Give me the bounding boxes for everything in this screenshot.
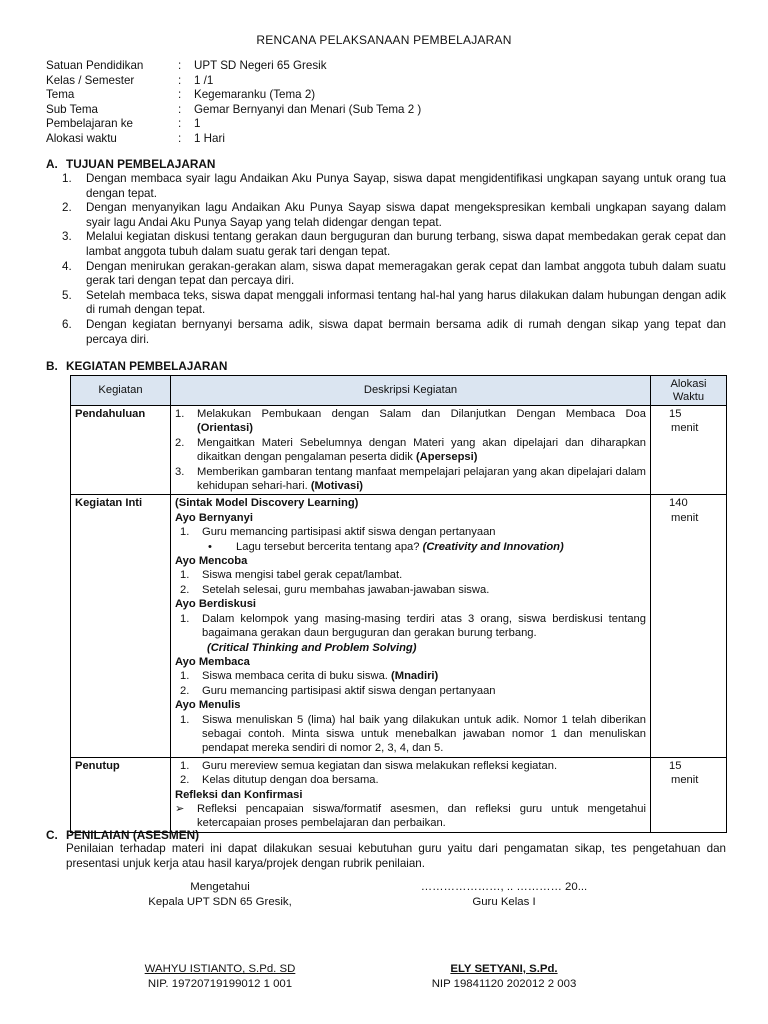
signature-right-name: [384, 962, 624, 991]
item-text: Melakukan Pembukaan dengan Salam dan Dilanjutkan Dengan Membaca Doa: [197, 408, 646, 420]
item-text: Memberikan gambaran tentang manfaat mempelajari pelajaran yang akan dipelajari dalam kehidupan sehari-hari.: [197, 465, 646, 493]
identity-block: [46, 59, 421, 147]
table-row-penutup: [71, 757, 727, 832]
table-row-pendahuluan: [71, 406, 727, 495]
item-number: 2.: [180, 684, 190, 697]
header-alokasi: [651, 376, 727, 406]
row-name: Penutup: [71, 757, 171, 832]
section-a-title: TUJUAN PEMBELAJARAN: [66, 157, 216, 171]
list-item: [62, 289, 726, 318]
time-unit: menit: [671, 774, 699, 787]
row-time: [651, 757, 727, 832]
section-b-heading: [46, 359, 227, 373]
list-item: [175, 465, 646, 494]
row-description: [171, 406, 651, 495]
header-deskripsi: Deskripsi Kegiatan: [171, 376, 651, 406]
subheading-mencoba: Ayo Mencoba: [175, 555, 248, 568]
list-item: [62, 260, 726, 289]
sig-right-nip: NIP 19841120 202012 2 003: [431, 977, 577, 990]
assessment-text: Penilaian terhadap materi ini dapat dilakukan sesuai kebutuhan guru yaitu dari pengamatan sikap, tes pengetahuan dan presentasi unjuk kerja atau hasil karya/projek dengan rubrik penilaian.: [66, 842, 726, 870]
row-description: [171, 495, 651, 757]
item-bold: (Apersepsi): [415, 451, 478, 464]
item-text: Dengan menirukan gerakan-gerakan alam, siswa dapat memeragakan gerak cepat dan lambat anggota tubuh dalam suatu gerak tari dengan tepat dan percaya diri.: [86, 259, 726, 288]
section-c-heading: [46, 828, 199, 842]
item-number: 3.: [175, 465, 185, 478]
identity-colon: :: [178, 102, 182, 116]
identity-row: [46, 117, 421, 132]
identity-label: Sub Tema: [46, 102, 98, 116]
item-text: Guru mereview semua kegiatan dan siswa melakukan refleksi kegiatan.: [202, 759, 558, 772]
item-text: Lagu tersebut bercerita tentang apa?: [236, 540, 420, 553]
item-number: 1.: [180, 670, 190, 683]
identity-colon: :: [178, 117, 182, 131]
item-number: 6.: [62, 317, 72, 331]
item-number: 1.: [180, 713, 190, 726]
row-name: Kegiatan Inti: [71, 495, 171, 757]
item-number: 1.: [62, 172, 72, 185]
item-number: 3.: [62, 230, 72, 244]
identity-colon: :: [178, 73, 182, 87]
list-item: [175, 568, 646, 582]
item-number: 1.: [180, 759, 190, 772]
table-row-inti: [71, 495, 727, 757]
item-text: Setelah membaca teks, siswa dapat menggali informasi tentang hal-hal yang harus dilakukan dalam hubungan dengan adik di rumah dengan tepat.: [86, 288, 726, 317]
identity-value: 1 /1: [194, 73, 214, 87]
item-bold: (Motivasi): [310, 480, 364, 493]
identity-colon: :: [178, 131, 182, 145]
identity-value: Gemar Bernyanyi dan Menari (Sub Tema 2 ): [194, 102, 422, 116]
identity-label: Satuan Pendidikan: [46, 59, 144, 72]
model-label: (Sintak Model Discovery Learning): [175, 497, 359, 510]
subheading-berdiskusi: Ayo Berdiskusi: [175, 598, 257, 611]
section-a-letter: A.: [46, 157, 58, 171]
sig-left-line1: Mengetahui: [190, 881, 250, 893]
identity-value: Kegemaranku (Tema 2): [194, 88, 316, 102]
list-item: [175, 773, 646, 787]
list-item: [175, 583, 646, 597]
header-kegiatan: Kegiatan: [71, 376, 171, 406]
section-c-letter: C.: [46, 828, 58, 842]
time-unit: menit: [671, 511, 699, 524]
time-value: 140: [669, 497, 688, 510]
signature-left-name: [90, 962, 350, 991]
item-number: 1.: [180, 569, 190, 582]
identity-label: Kelas / Semester: [46, 73, 135, 87]
section-a-heading: [46, 157, 215, 171]
list-item: [175, 525, 646, 539]
list-item: [62, 230, 726, 259]
row-description: [171, 757, 651, 832]
item-text: Melalui kegiatan diskusi tentang gerakan daun berguguran dan burung terbang, siswa dapat membedakan gerak cepat dan lambat anggota tubuh dalam suatu gerak tari dengan tepat.: [86, 230, 726, 258]
item-bold: (Mnadiri): [391, 670, 439, 683]
item-text: Guru memancing partisipasi aktif siswa dengan pertanyaan: [202, 684, 496, 697]
signature-right: [384, 880, 624, 909]
identity-value: UPT SD Negeri 65 Gresik: [194, 59, 327, 72]
list-item: [175, 669, 646, 683]
item-text: Siswa menuliskan 5 (lima) hal baik yang dilakukan untuk adik. Nomor 1 telah diberikan sebagai contoh. Minta siswa untuk menebalkan jawaban nomor 1 dan menuliskan pendapat mereka sendiri di nomor 2, 3, 4, dan 5.: [202, 713, 646, 755]
sig-right-name: ELY SETYANI, S.Pd.: [450, 963, 558, 975]
header-alokasi-line1: Alokasi: [670, 377, 707, 390]
list-item: [62, 201, 726, 230]
item-text: Dengan kegiatan bernyanyi bersama adik, siswa dapat bermain bersama adik di rumah dengan sikap yang tepat dan percaya diri.: [86, 317, 726, 346]
sig-right-line2: Guru Kelas I: [472, 895, 536, 908]
time-value: 15: [669, 759, 682, 772]
list-item: [175, 759, 646, 773]
sig-left-name: WAHYU ISTIANTO, S.Pd. SD: [144, 963, 296, 975]
item-number: 2.: [62, 201, 72, 215]
identity-colon: :: [178, 88, 182, 102]
item-text: Guru memancing partisipasi aktif siswa dengan pertanyaan: [202, 526, 496, 539]
section-c-title: PENILAIAN (ASESMEN): [66, 828, 200, 842]
item-text: Mengaitkan Materi Sebelumnya dengan Materi yang akan dipelajari dan diharapkan dikaitkan dengan pengalaman peserta didik: [197, 436, 646, 464]
item-number: 1.: [180, 612, 190, 625]
arrow-icon: ➢: [175, 802, 185, 815]
list-item: [175, 436, 646, 465]
signature-left: [90, 880, 350, 909]
activities-table: [70, 375, 727, 833]
item-bold: (Creativity and Innovation): [422, 540, 564, 553]
item-number: 4.: [62, 259, 72, 273]
bullet-icon: •: [208, 540, 212, 553]
row-time: [651, 495, 727, 757]
sig-left-line2: Kepala UPT SDN 65 Gresik,: [148, 895, 292, 908]
item-text: Dalam kelompok yang masing-masing terdiri atas 3 orang, siswa berdiskusi tentang bagaimana gerakan daun berguguran dan gerakan burung terbang.: [202, 612, 646, 640]
identity-value: 1 Hari: [194, 131, 225, 145]
item-number: 2.: [175, 436, 185, 449]
list-item: [175, 612, 646, 641]
item-number: 1.: [180, 526, 190, 539]
identity-label: Alokasi waktu: [46, 131, 117, 145]
item-text: Siswa mengisi tabel gerak cepat/lambat.: [202, 569, 403, 582]
subheading-refleksi: Refleksi dan Konfirmasi: [175, 788, 303, 801]
item-number: 2.: [180, 774, 190, 787]
item-text: Siswa membaca cerita di buku siswa.: [202, 670, 388, 683]
identity-row: [46, 88, 421, 103]
identity-row: [46, 59, 421, 74]
subheading-bernyanyi: Ayo Bernyanyi: [175, 511, 253, 524]
list-item: [175, 713, 646, 756]
section-b-title: KEGIATAN PEMBELAJARAN: [66, 359, 228, 373]
item-bold: (Orientasi): [197, 422, 253, 435]
subheading-menulis: Ayo Menulis: [175, 699, 241, 712]
identity-row: [46, 132, 421, 147]
arrow-item: [175, 802, 646, 831]
item-text: Kelas ditutup dengan doa bersama.: [202, 774, 379, 787]
subheading-membaca: Ayo Membaca: [175, 655, 250, 668]
identity-row: [46, 103, 421, 118]
list-item: [175, 684, 646, 698]
list-item: [175, 407, 646, 436]
identity-label: Tema: [46, 88, 75, 102]
bullet-item: [175, 540, 646, 554]
row-time: [651, 406, 727, 495]
item-number: 1.: [175, 408, 185, 420]
item-text: Refleksi pencapaian siswa/formatif asesmen, dan refleksi guru untuk mengetahui ketercapaian proses pembelajaran dan perbaikan.: [197, 802, 646, 830]
identity-value: 1: [194, 117, 201, 131]
document-title: RENCANA PELAKSANAAN PEMBELAJARAN: [256, 33, 512, 47]
item-text: Setelah selesai, guru membahas jawaban-jawaban siswa.: [202, 583, 490, 596]
sig-right-line1: …………………, .. ………… 20...: [420, 881, 588, 893]
item-bold: (Critical Thinking and Problem Solving): [207, 641, 417, 654]
item-text: Dengan membaca syair lagu Andaikan Aku Punya Sayap, siswa dapat mengidentifikasi ungkapan sayang untuk orang tua dengan tepat.: [86, 172, 726, 200]
time-unit: menit: [671, 422, 699, 435]
header-alokasi-line2: Waktu: [672, 390, 705, 403]
identity-colon: :: [178, 59, 182, 72]
row-name: Pendahuluan: [71, 406, 171, 495]
item-number: 2.: [180, 583, 190, 596]
item-text: Dengan menyanyikan lagu Andaikan Aku Punya Sayap siswa dapat mengekspresikan kembali ungkapan sayang dalam syair lagu Andai Aku Punya Sayap yang telah didengar dengan tepat.: [86, 201, 726, 229]
list-item: [62, 318, 726, 347]
item-number: 5.: [62, 288, 72, 302]
identity-row: [46, 74, 421, 89]
sig-left-nip: NIP. 19720719199012 1 001: [147, 977, 293, 990]
section-b-letter: B.: [46, 359, 58, 373]
list-item: [62, 172, 726, 201]
objectives-list: [62, 172, 726, 347]
identity-label: Pembelajaran ke: [46, 117, 134, 131]
time-value: 15: [669, 408, 682, 420]
